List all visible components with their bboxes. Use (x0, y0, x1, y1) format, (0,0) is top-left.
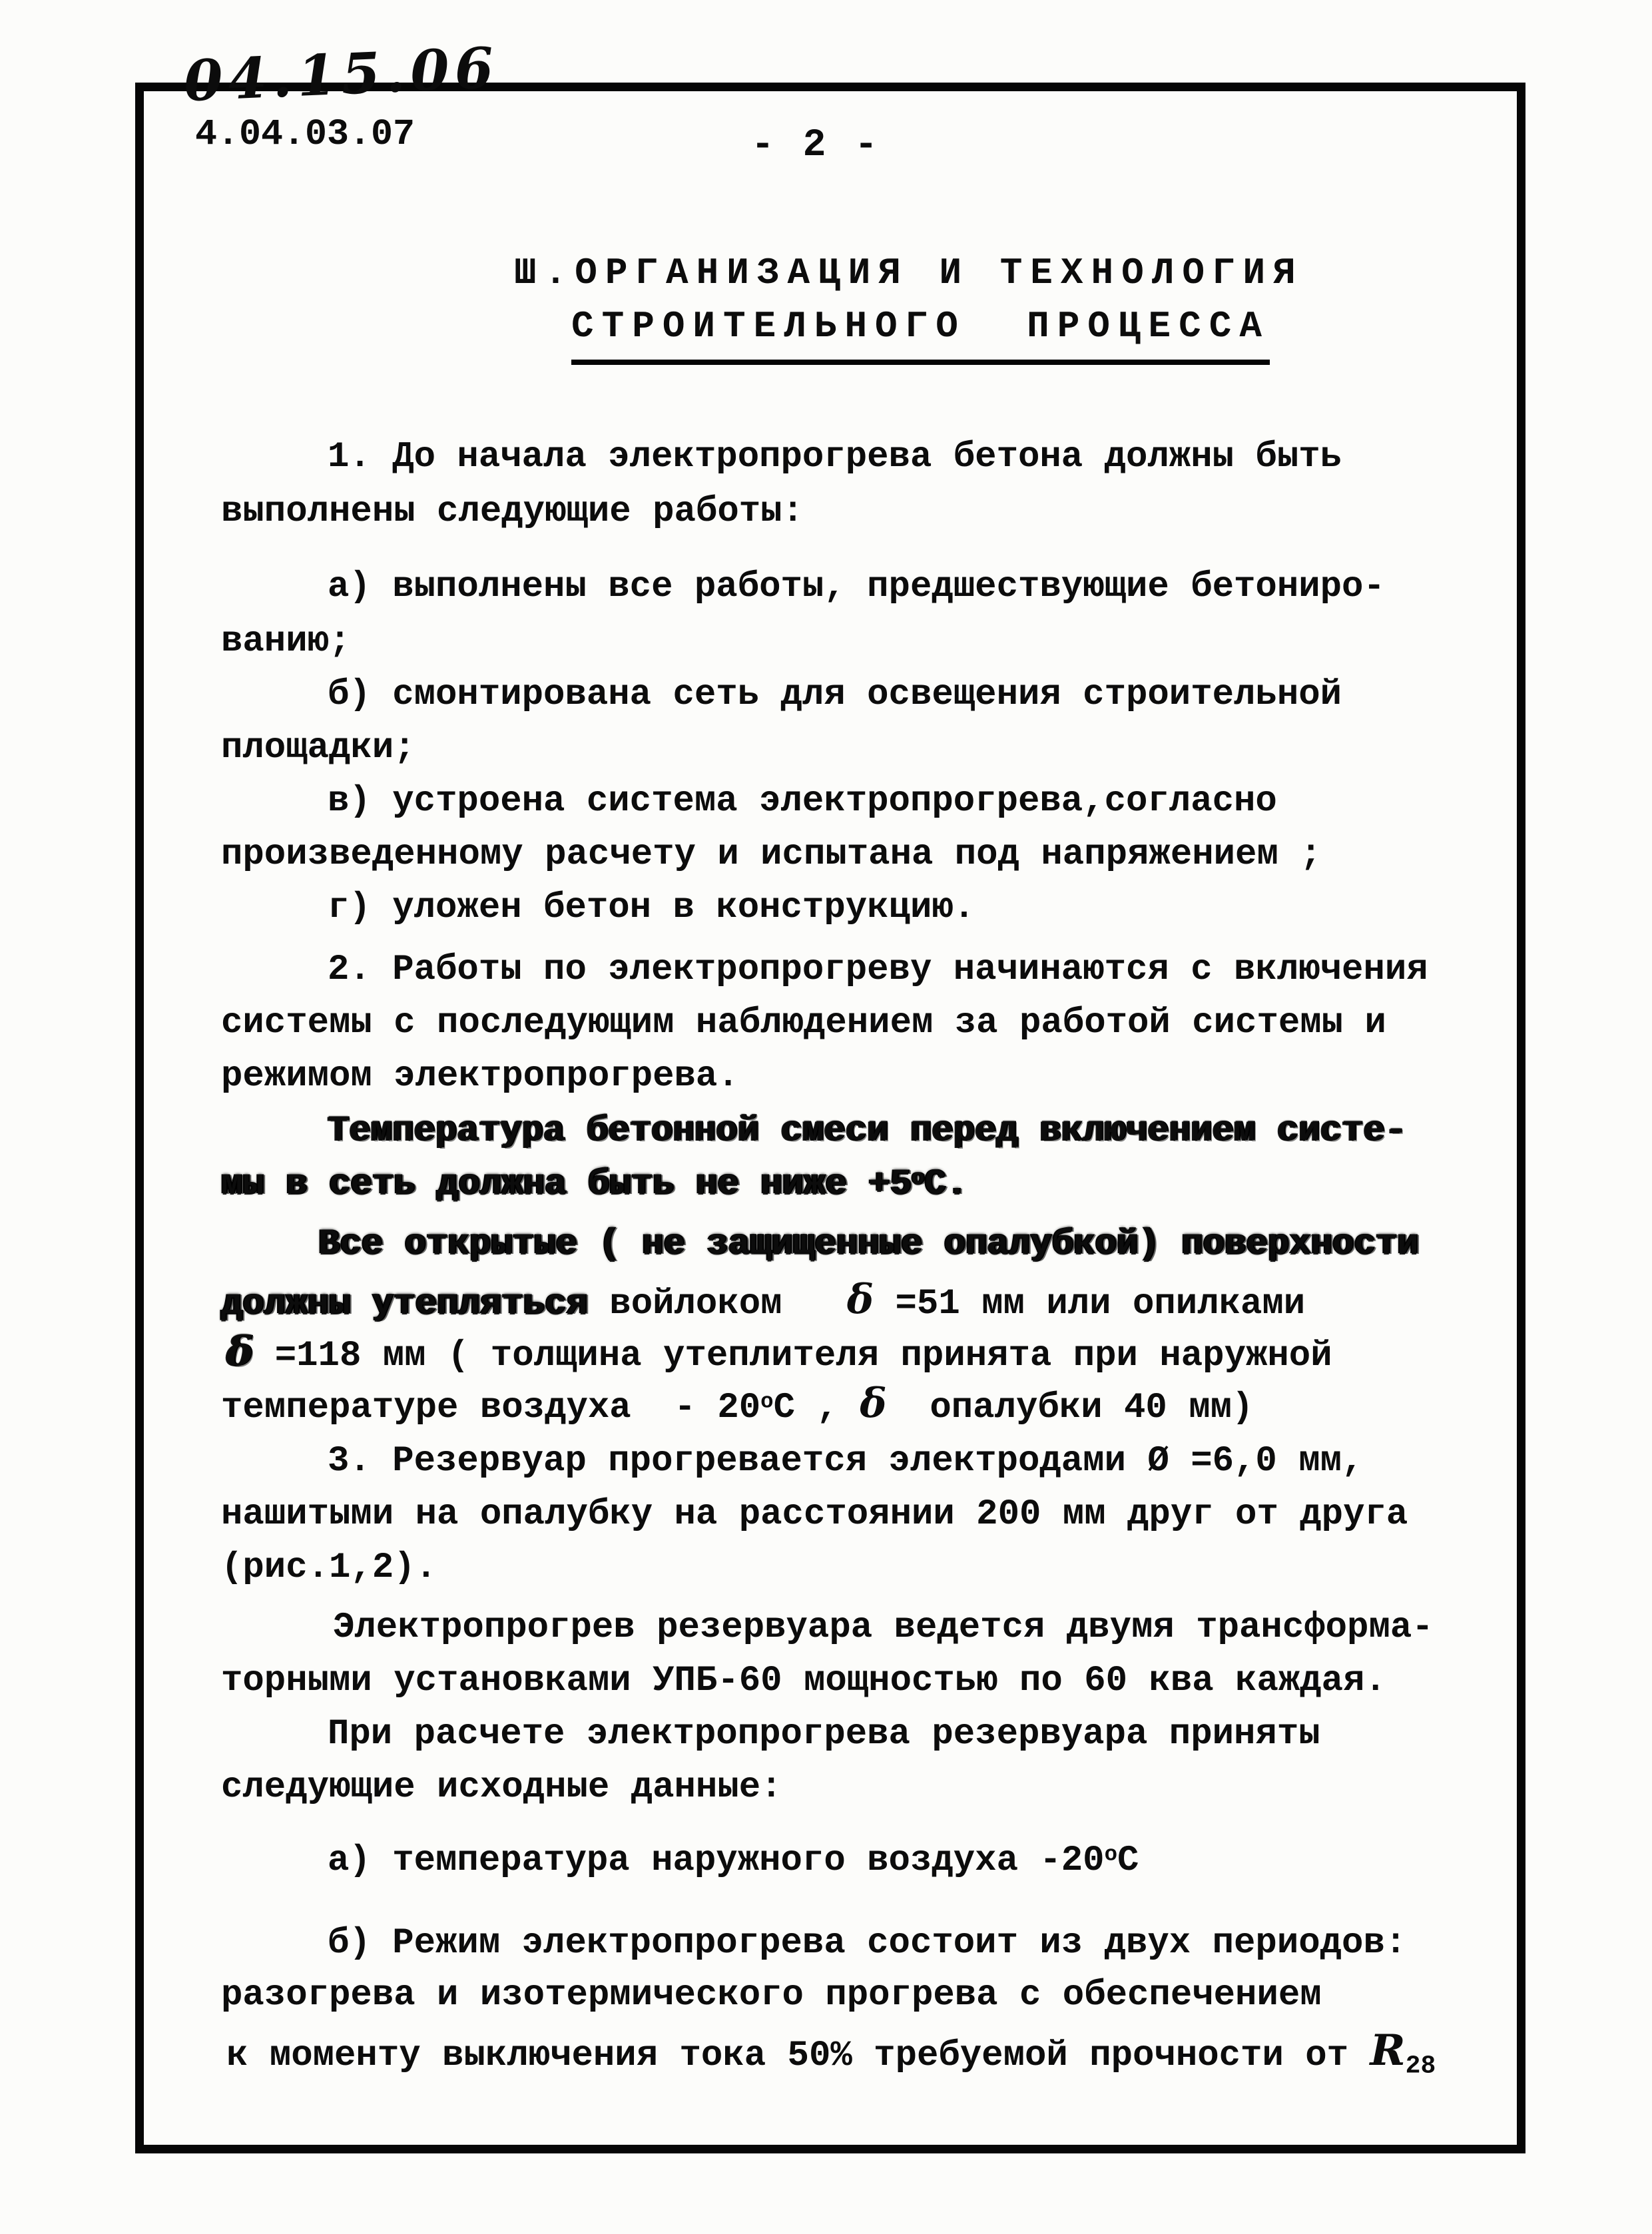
list-item-b-line-2: площадки; (221, 728, 415, 768)
insulation-note-line-3 (226, 1328, 1332, 1376)
list-item-v-line-1: в) устроена система электропрогрева,согласно (328, 781, 1277, 822)
insulation-note-line-4-text: температуре воздуха - 20 (221, 1388, 761, 1428)
insulation-note-smudged-words: должны утепляться (221, 1284, 588, 1324)
degree-superscript-2: о (760, 1389, 774, 1414)
insulation-note-line-4-end: опалубки 40 мм) (886, 1388, 1254, 1428)
insulation-note-line-4-mid: С , (773, 1388, 860, 1428)
paragraph-4-line-2: торными установками УПБ-60 мощностью по 60 ква каждая. (221, 1661, 1386, 1701)
delta-symbol-felt: δ (846, 1276, 874, 1323)
initial-data-item-b-line-3 (226, 2026, 1436, 2081)
list-item-a-line-2: ванию; (221, 621, 351, 662)
handwritten-code: 04.15.06 (182, 34, 501, 115)
initial-data-item-a (328, 1840, 1139, 1881)
paragraph-1-line-2: выполнены следующие работы: (221, 491, 804, 532)
strength-r-subscript: 28 (1405, 2052, 1436, 2081)
degree-superscript-3: о (1104, 1842, 1118, 1867)
insulation-note-line-2-mid: войлоком (587, 1284, 847, 1324)
degree-superscript: о (911, 1165, 925, 1191)
initial-data-item-b-line-3-text: к моменту выключения тока 50% требуемой прочности от (226, 2036, 1370, 2076)
insulation-note-line-3-text: =118 мм ( толщина утеплителя принята при наружной (253, 1336, 1332, 1376)
paragraph-5-line-1: При расчете электропрогрева резервуара приняты (328, 1714, 1320, 1755)
initial-data-item-a-end: С (1117, 1840, 1139, 1881)
temperature-note-line-2-text: мы в сеть должна быть не ниже +5 (221, 1164, 912, 1205)
temperature-note-line-2-end: С. (924, 1164, 968, 1205)
temperature-note-line-1: Температура бетонной смеси перед включением систе- (328, 1111, 1407, 1151)
paragraph-5-line-2: следующие исходные данные: (221, 1767, 782, 1808)
paragraph-2-line-1: 2. Работы по электропрогреву начинаются с включения (328, 950, 1428, 990)
list-item-v-line-2: произведенному расчету и испытана под напряжением ; (221, 834, 1322, 875)
insulation-note-line-2-end: =51 мм или опилками (874, 1284, 1306, 1324)
delta-symbol-sawdust: δ (226, 1328, 254, 1375)
paragraph-4-line-1: Электропрогрев резервуара ведется двумя трансформа- (333, 1607, 1434, 1648)
section-title-line-2: СТРОИТЕЛЬНОГО ПРОЦЕССА (571, 305, 1270, 365)
paragraph-1-line-1: 1. До начала электропрогрева бетона должны быть (328, 437, 1342, 477)
paragraph-3-line-2: нашитыми на опалубку на расстоянии 200 мм друг от друга (221, 1494, 1408, 1535)
insulation-note-line-2 (221, 1276, 1306, 1324)
strength-r-mark: R (1370, 2026, 1406, 2076)
paragraph-3-line-1: 3. Резервуар прогревается электродами Ø =6,0 мм, (328, 1441, 1364, 1482)
temperature-note-line-2 (221, 1164, 968, 1205)
initial-data-item-a-text: а) температура наружного воздуха -20 (328, 1840, 1105, 1881)
page-number: - 2 - (751, 124, 881, 167)
insulation-note-line-4 (221, 1380, 1254, 1428)
paragraph-2-line-3: режимом электропрогрева. (221, 1056, 739, 1097)
list-item-g-line-1: г) уложен бетон в конструкцию. (328, 888, 975, 928)
document-code: 4.04.03.07 (195, 113, 415, 155)
insulation-note-line-1: Все открытые ( не защищенные опалубкой) поверхности (318, 1224, 1419, 1264)
section-title-line-1: Ш.ОРГАНИЗАЦИЯ И ТЕХНОЛОГИЯ (514, 252, 1304, 294)
delta-symbol-formwork: δ (860, 1380, 887, 1427)
paragraph-2-line-2: системы с последующим наблюдением за работой системы и (221, 1003, 1386, 1043)
paragraph-3-line-3: (рис.1,2). (221, 1547, 437, 1588)
initial-data-item-b-line-1: б) Режим электропрогрева состоит из двух периодов: (328, 1923, 1407, 1964)
list-item-b-line-1: б) смонтирована сеть для освещения строительной (328, 675, 1342, 715)
initial-data-item-b-line-2: разогрева и изотермического прогрева с обеспечением (221, 1975, 1322, 2016)
list-item-a-line-1: а) выполнены все работы, предшествующие бетониро- (328, 567, 1385, 607)
